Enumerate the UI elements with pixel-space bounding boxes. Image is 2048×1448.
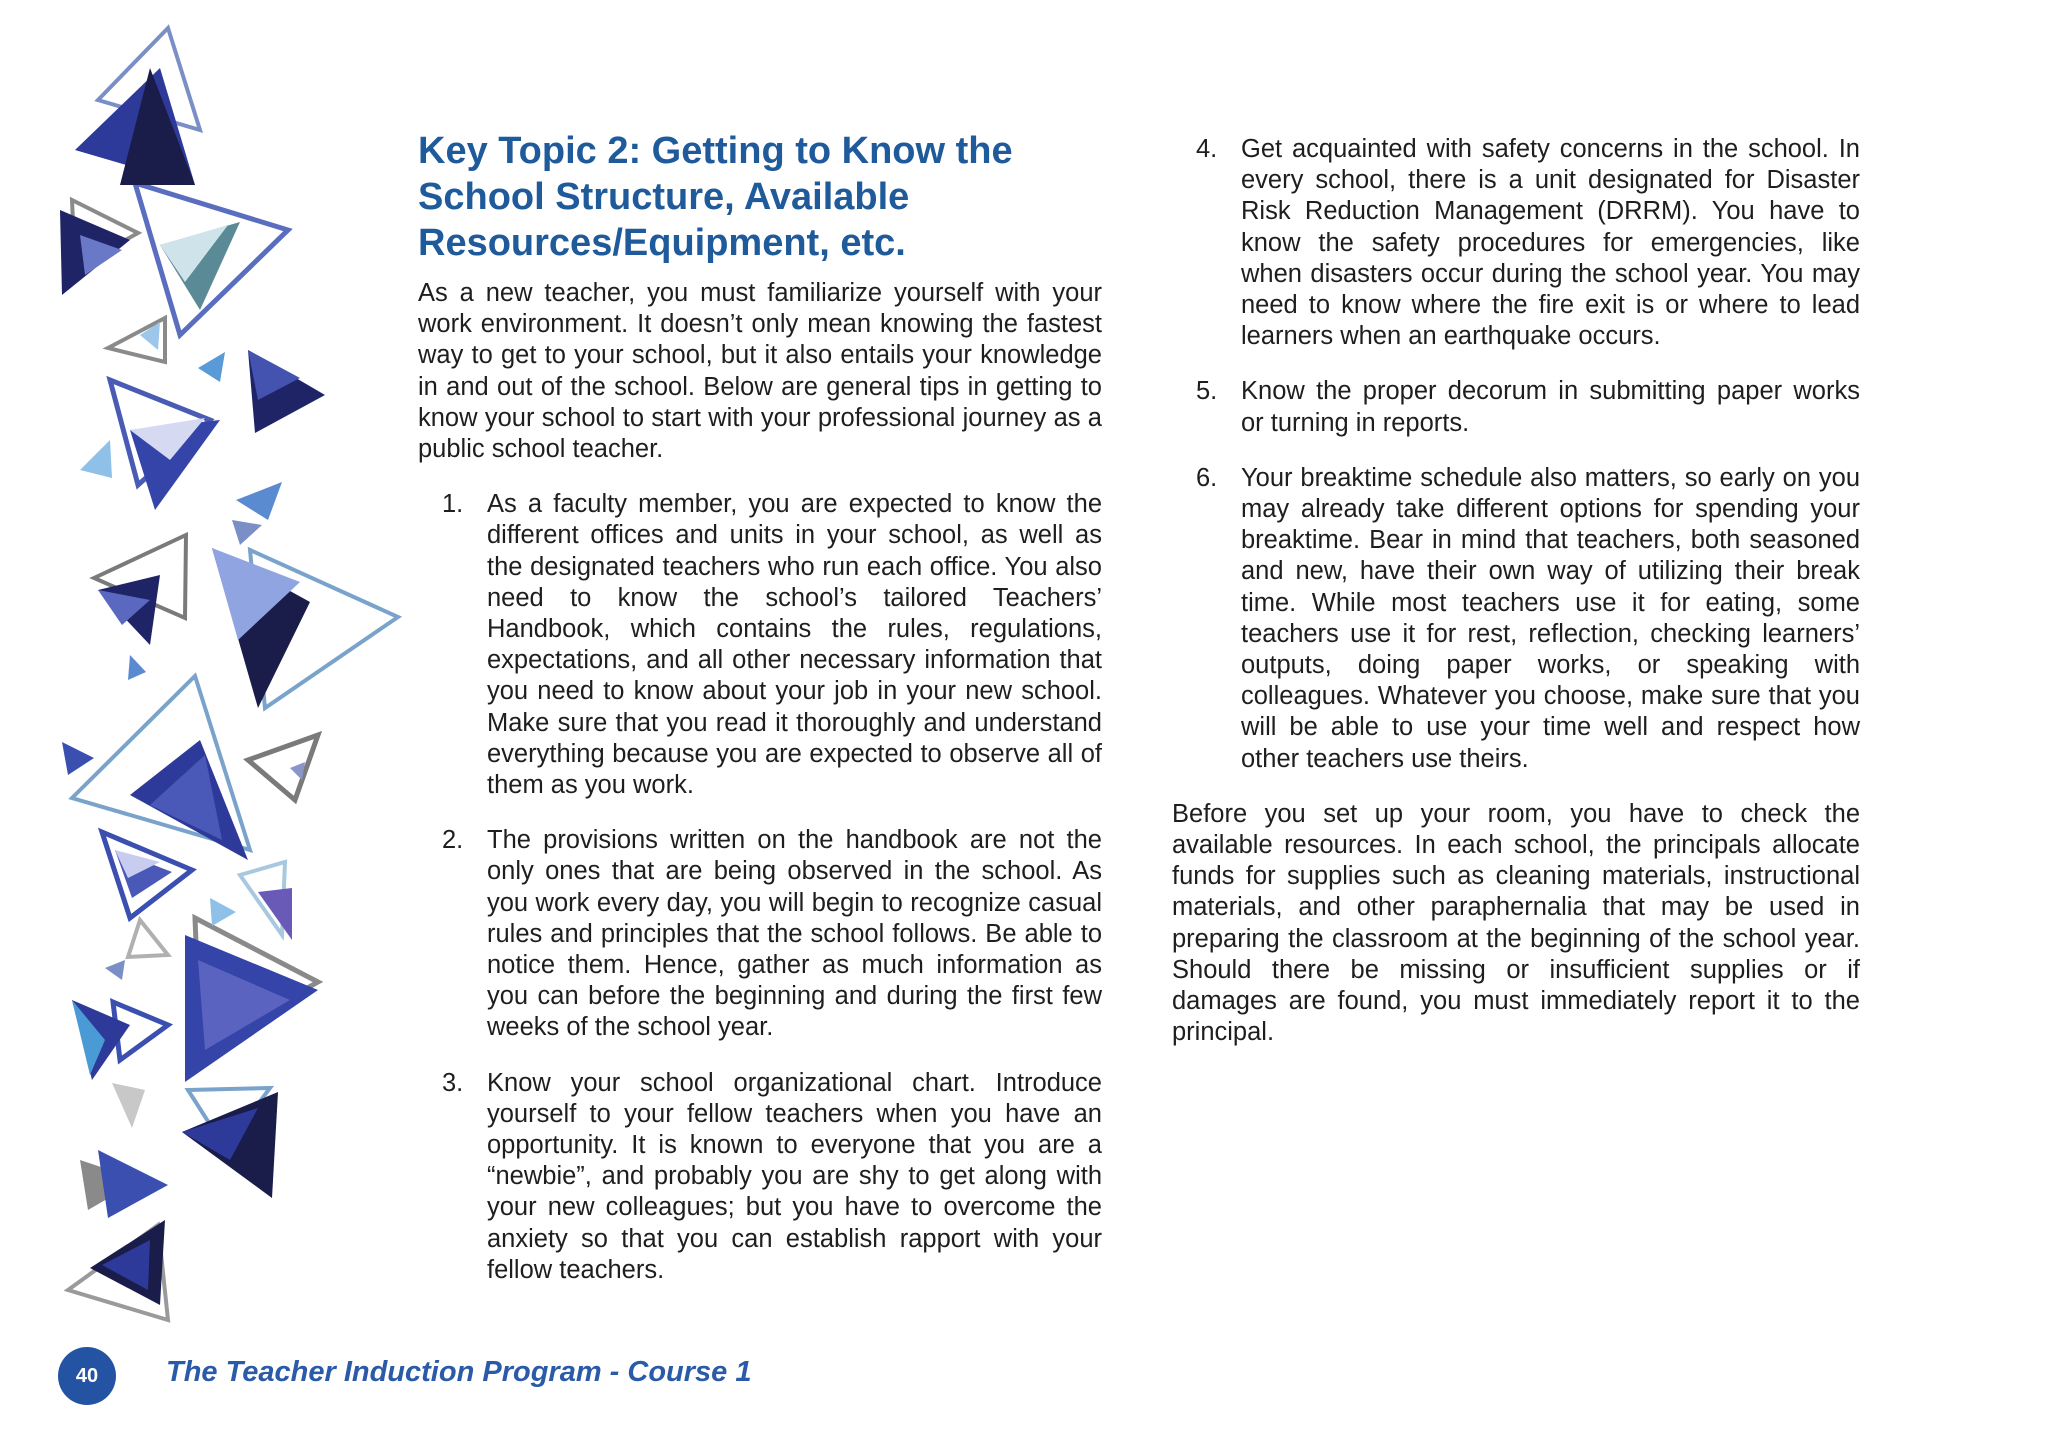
tips-list-left — [418, 489, 1102, 1286]
closing-paragraph: Before you set up your room, you have to check the available resources. In each school, the principals allocate funds for supplies such as cleaning materials, instructional materials, and other paraphernalia that may be used in preparing the classroom at the beginning of the school year. Should there be missing or insufficient supplies or if damages are found, you must immediately report it to the principal. — [1172, 799, 1860, 1047]
item-text: Know your school organizational chart. Introduce yourself to your fellow teachers when you have an opportunity. It is known to everyone that you are a “newbie”, and probably you are shy to get along with your new colleagues; but you have to overcome the anxiety so that you can establish rapport with your fellow teachers. — [487, 1068, 1102, 1284]
item-number: 4. — [1196, 135, 1218, 163]
item-text: Know the proper decorum in submitting paper works or turning in reports. — [1241, 377, 1860, 437]
triangle-decoration — [0, 0, 420, 1340]
item-number: 1. — [442, 490, 464, 519]
item-text: The provisions written on the handbook are not the only ones that are being observed in the school. As you work every day, you will begin to recognize casual rules and principles that the school follows. Be able to notice them. Hence, gather as much information as you can before the beginning and during the first few weeks of the school year. — [487, 826, 1102, 1042]
item-number: 3. — [442, 1068, 464, 1097]
list-item — [418, 489, 1102, 801]
left-column — [418, 128, 1102, 1310]
item-number: 6. — [1196, 463, 1218, 492]
list-item — [1172, 134, 1860, 352]
page-number-badge — [58, 1347, 116, 1405]
item-text: Get acquainted with safety concerns in the school. In every school, there is a unit designated for Disaster Risk Reduction Management (DRRM). You have to know the safety procedures for emergencies, like when disasters occur during the school year. You may need to know where the fire exit is or where to lead learners when an earthquake occurs. — [1241, 135, 1860, 351]
list-item — [418, 825, 1102, 1043]
right-column — [1172, 134, 1860, 1048]
intro-paragraph: As a new teacher, you must familiarize yourself with your work environment. It doesn’t only mean knowing the fastest way to get to your school, but it also entails your knowledge in and out of the school. Below are general tips in getting to know your school to start with your professional journey as a public school teacher. — [418, 279, 1102, 464]
list-item — [418, 1068, 1102, 1286]
page-number: 40 — [75, 1364, 99, 1387]
item-text: As a faculty member, you are expected to know the different offices and units in your school, as well as the designated teachers who run each office. You also need to know the school’s tailored Teachers’ Handbook, which contains the rules, regulations, expectations, and all other necessary information that you need to know about your job in your new school. Make sure that you read it thoroughly and understand everything because you are expected to observe all of them as you work. — [487, 490, 1102, 800]
item-number: 2. — [442, 826, 464, 855]
item-text: Your breaktime schedule also matters, so early on you may already take different options for spending your breaktime. Bear in mind that teachers, both seasoned and new, have their own way of utilizing their break time. While most teachers use it for eating, some teachers use it for rest, reflection, checking learners’ outputs, doing paper works, or speaking with colleagues. Whatever you choose, make sure that you will be able to use your time well and respect how other teachers use theirs. — [1241, 463, 1860, 773]
list-item — [1172, 463, 1860, 775]
tips-list-right — [1172, 134, 1860, 775]
item-number: 5. — [1196, 377, 1218, 406]
footer-title: The Teacher Induction Program - Course 1 — [166, 1356, 752, 1388]
list-item — [1172, 376, 1860, 438]
section-heading: Key Topic 2: Getting to Know the School Structure, Available Resources/Equipment, etc. — [418, 130, 1013, 264]
